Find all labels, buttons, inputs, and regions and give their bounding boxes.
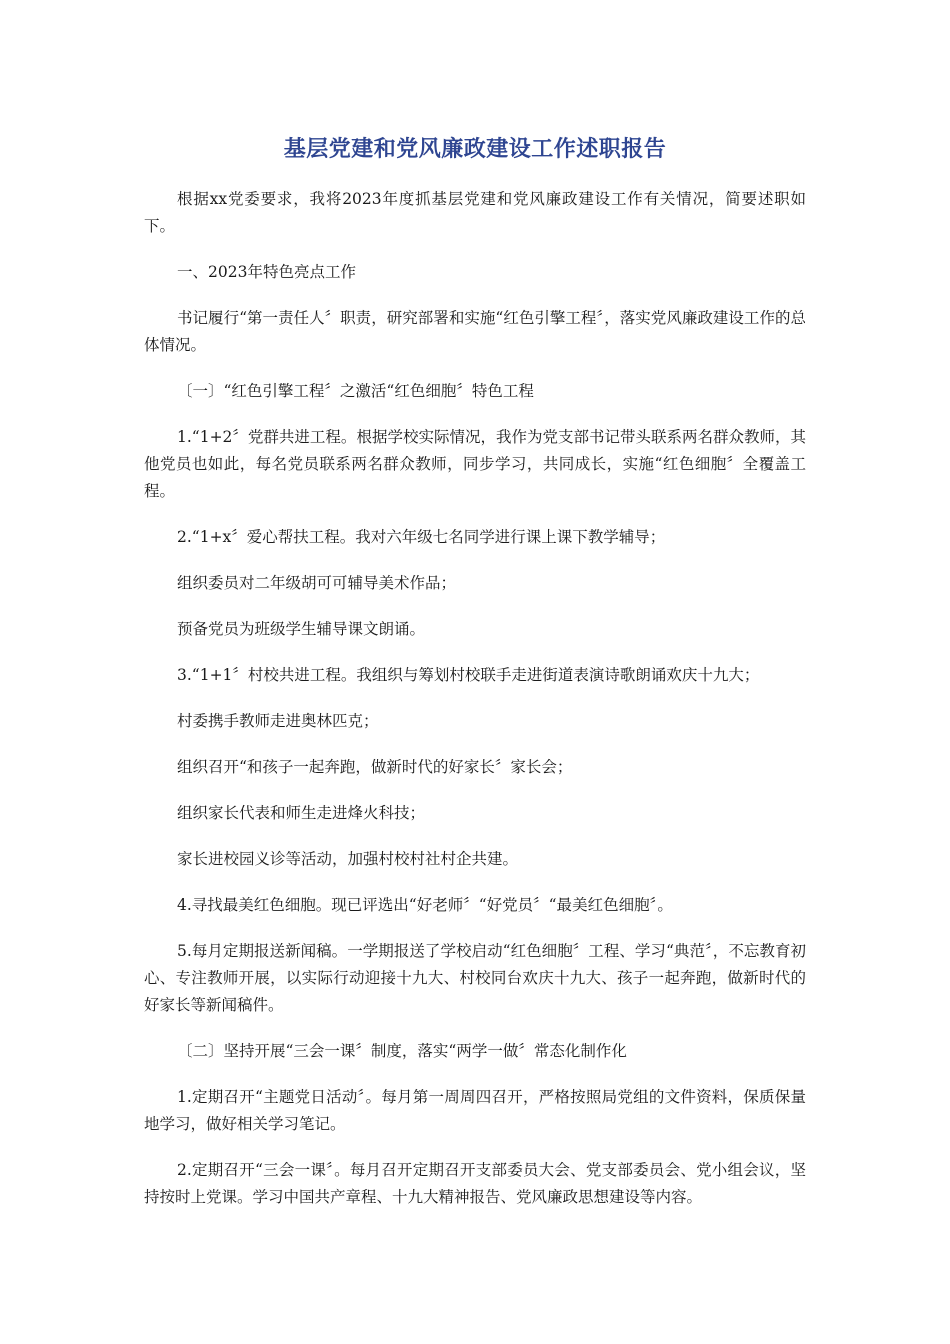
paragraph: 家长进校园义诊等活动，加强村校村社村企共建。 <box>177 850 519 868</box>
paragraph: 村委携手教师走进奥林匹克； <box>177 712 379 730</box>
subsection-heading: 〔一〕“红色引擎工程〞之激活“红色细胞〞特色工程 <box>177 382 534 400</box>
document-title: 基层党建和党风廉政建设工作述职报告 <box>283 137 667 162</box>
paragraph: 组织家长代表和师生走进烽火科技； <box>177 804 426 822</box>
paragraph: 3.“1+1〞村校共进工程。我组织与筹划村校联手走进街道表演诗歌朗诵欢庆十九大； <box>177 666 760 684</box>
subsection-heading: 〔二〕坚持开展“三会一课〞制度，落实“两学一做〞常态化制作化 <box>177 1042 627 1060</box>
paragraph: 1.“1+2〞党群共进工程。根据学校实际情况，我作为党支部书记带头联系两名群众教师，其他党员也如此，每名党员联系两名群众教师，同步学习，共同成长，实施“红色细胞〞全覆盖工程。 <box>144 428 806 500</box>
paragraph: 根据xx党委要求，我将2023年度抓基层党建和党风廉政建设工作有关情况，简要述职如下。 <box>144 190 806 235</box>
paragraph: 4.寻找最美红色细胞。现已评选出“好老师〞“好党员〞“最美红色细胞〞。 <box>177 896 673 914</box>
paragraph: 2.定期召开“三会一课〞。每月召开定期召开支部委员大会、党支部委员会、党小组会议，坚持按时上党课。学习中国共产章程、十九大精神报告、党风廉政思想建设等内容。 <box>144 1161 806 1206</box>
section-heading: 一、2023年特色亮点工作 <box>177 263 356 281</box>
paragraph: 组织召开“和孩子一起奔跑，做新时代的好家长〞家长会； <box>177 758 573 776</box>
paragraph: 5.每月定期报送新闻稿。一学期报送了学校启动“红色细胞〞工程、学习“典范〞，不忘教育初心、专注教师开展，以实际行动迎接十九大、村校同台欢庆十九大、孩子一起奔跑，做新时代的好家长等新闻稿件。 <box>144 942 806 1014</box>
paragraph: 书记履行“第一责任人〞职责，研究部署和实施“红色引擎工程〞，落实党风廉政建设工作的总体情况。 <box>144 309 806 354</box>
paragraph: 组织委员对二年级胡可可辅导美术作品； <box>177 574 457 592</box>
paragraph: 预备党员为班级学生辅导课文朗诵。 <box>177 620 426 638</box>
paragraph: 1.定期召开“主题党日活动〞。每月第一周周四召开，严格按照局党组的文件资料，保质保量地学习，做好相关学习笔记。 <box>144 1088 806 1133</box>
paragraph: 2.“1+x〞爱心帮扶工程。我对六年级七名同学进行课上课下教学辅导； <box>177 528 666 546</box>
document-body <box>144 186 806 1230</box>
